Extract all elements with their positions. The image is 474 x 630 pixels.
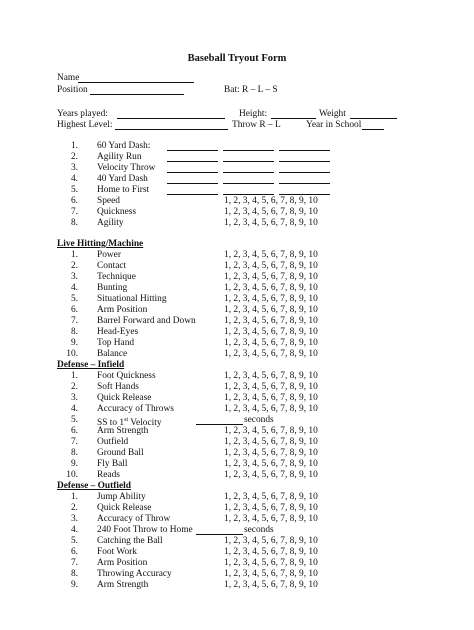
item-label: Power <box>97 250 121 260</box>
item-number: 8. <box>70 218 78 229</box>
height-label: Height: <box>239 109 268 119</box>
item-label: Speed <box>97 196 120 207</box>
name-label: Name <box>57 73 80 83</box>
rating-scale[interactable]: 1, 2, 3, 4, 5, 6, 7, 8, 9, 10 <box>224 382 318 393</box>
item-label-text: SS to 1 <box>97 418 125 429</box>
item-label: Velocity Throw <box>97 163 156 174</box>
score-blank[interactable] <box>279 172 330 173</box>
item-label-text-suffix: Velocity <box>128 418 162 429</box>
rating-scale[interactable]: 1, 2, 3, 4, 5, 6, 7, 8, 9, 10 <box>224 404 318 415</box>
score-blank[interactable] <box>279 150 330 151</box>
highest-level-label: Highest Level: <box>57 120 113 130</box>
item-number: 7. <box>70 558 78 569</box>
rating-scale[interactable]: 1, 2, 3, 4, 5, 6, 7, 8, 9, 10 <box>224 316 318 327</box>
item-label: Quick Release <box>97 503 152 514</box>
item-label: Home to First <box>97 185 150 196</box>
item-label: Quick Release <box>97 393 152 404</box>
item-number: 5. <box>70 185 78 196</box>
item-label: Jump Ability <box>97 492 146 502</box>
years-played-label: Years played: <box>57 109 108 119</box>
height-field[interactable] <box>271 118 316 119</box>
item-label: Agility <box>97 218 124 229</box>
item-number: 9. <box>70 580 78 591</box>
rating-scale[interactable]: 1, 2, 3, 4, 5, 6, 7, 8, 9, 10 <box>224 514 318 525</box>
rating-scale[interactable]: 1, 2, 3, 4, 5, 6, 7, 8, 9, 10 <box>224 327 318 338</box>
item-number: 2. <box>70 261 78 272</box>
score-blank[interactable] <box>167 150 218 151</box>
item-number: 3. <box>70 163 78 174</box>
seconds-label: seconds <box>244 525 274 536</box>
item-number: 9. <box>70 338 78 349</box>
year-in-school-field[interactable] <box>362 129 384 130</box>
item-number: 6. <box>70 426 78 437</box>
item-number: 9. <box>70 459 78 470</box>
item-number: 3. <box>70 514 78 525</box>
score-blank[interactable] <box>279 161 330 162</box>
bat-label: Bat: R – L – S <box>224 85 278 95</box>
outfield-heading: Defense – Outfield <box>57 481 131 491</box>
item-number: 4. <box>70 404 78 415</box>
item-label: Accuracy of Throws <box>97 404 174 415</box>
item-number: 10. <box>66 470 78 481</box>
position-label: Position <box>57 85 88 95</box>
rating-scale[interactable]: 1, 2, 3, 4, 5, 6, 7, 8, 9, 10 <box>224 426 318 437</box>
item-number: 1. <box>70 250 78 260</box>
rating-scale[interactable]: 1, 2, 3, 4, 5, 6, 7, 8, 9, 10 <box>224 250 318 260</box>
score-blank[interactable] <box>167 172 218 173</box>
rating-scale[interactable]: 1, 2, 3, 4, 5, 6, 7, 8, 9, 10 <box>224 536 318 547</box>
form-title: Baseball Tryout Form <box>187 53 287 64</box>
rating-scale[interactable]: 1, 2, 3, 4, 5, 6, 7, 8, 9, 10 <box>224 294 318 305</box>
item-label: 60 Yard Dash: <box>97 141 151 151</box>
item-label: 240 Foot Throw to Home <box>97 525 193 536</box>
item-label: Throwing Accuracy <box>97 569 172 580</box>
item-number: 6. <box>70 547 78 558</box>
rating-scale[interactable]: 1, 2, 3, 4, 5, 6, 7, 8, 9, 10 <box>224 207 318 218</box>
score-blank[interactable] <box>223 194 274 195</box>
item-label: Outfield <box>97 437 129 448</box>
item-number: 3. <box>70 393 78 404</box>
item-number: 1. <box>70 141 78 151</box>
item-number: 6. <box>70 196 78 207</box>
rating-scale[interactable]: 1, 2, 3, 4, 5, 6, 7, 8, 9, 10 <box>224 492 318 502</box>
item-number: 2. <box>70 503 78 514</box>
item-label-superscript: st <box>124 417 129 424</box>
item-label: Arm Strength <box>97 426 149 437</box>
item-label: Arm Position <box>97 305 148 316</box>
infield-heading: Defense – Infield <box>57 360 125 370</box>
item-label: Barrel Forward and Down <box>97 316 196 327</box>
years-played-field[interactable] <box>117 118 225 119</box>
rating-scale[interactable]: 1, 2, 3, 4, 5, 6, 7, 8, 9, 10 <box>224 218 318 229</box>
item-number: 7. <box>70 316 78 327</box>
position-field[interactable] <box>90 94 184 95</box>
rating-scale[interactable]: 1, 2, 3, 4, 5, 6, 7, 8, 9, 10 <box>224 196 318 207</box>
rating-scale[interactable]: 1, 2, 3, 4, 5, 6, 7, 8, 9, 10 <box>224 569 318 580</box>
score-blank[interactable] <box>167 183 218 184</box>
item-label: Soft Hands <box>97 382 139 393</box>
rating-scale[interactable]: 1, 2, 3, 4, 5, 6, 7, 8, 9, 10 <box>224 547 318 558</box>
score-blank[interactable] <box>167 161 218 162</box>
seconds-label: seconds <box>244 415 274 426</box>
rating-scale[interactable]: 1, 2, 3, 4, 5, 6, 7, 8, 9, 10 <box>224 459 318 470</box>
score-blank[interactable] <box>223 150 274 151</box>
score-blank[interactable] <box>279 183 330 184</box>
item-label: Arm Position <box>97 558 148 569</box>
rating-scale[interactable]: 1, 2, 3, 4, 5, 6, 7, 8, 9, 10 <box>224 349 318 360</box>
item-label: Bunting <box>97 283 128 294</box>
item-label: Balance <box>97 349 128 360</box>
score-blank[interactable] <box>279 194 330 195</box>
item-label: Technique <box>97 272 136 283</box>
rating-scale[interactable]: 1, 2, 3, 4, 5, 6, 7, 8, 9, 10 <box>224 558 318 569</box>
rating-scale[interactable]: 1, 2, 3, 4, 5, 6, 7, 8, 9, 10 <box>224 580 318 591</box>
item-number: 4. <box>70 174 78 185</box>
item-label: Catching the Ball <box>97 536 163 547</box>
item-number: 8. <box>70 569 78 580</box>
item-number: 5. <box>70 536 78 547</box>
item-number: 2. <box>70 152 78 163</box>
item-label: Top Hand <box>97 338 135 349</box>
rating-scale[interactable]: 1, 2, 3, 4, 5, 6, 7, 8, 9, 10 <box>224 261 318 272</box>
seconds-blank[interactable] <box>196 534 243 535</box>
item-number: 4. <box>70 525 78 536</box>
item-number: 5. <box>70 294 78 305</box>
item-number: 1. <box>70 371 78 381</box>
item-label: Quickness <box>97 207 137 218</box>
item-label: Agility Run <box>97 152 142 163</box>
throw-label: Throw R – L <box>232 120 281 130</box>
name-field[interactable] <box>78 82 194 83</box>
rating-scale[interactable]: 1, 2, 3, 4, 5, 6, 7, 8, 9, 10 <box>224 338 318 349</box>
rating-scale[interactable]: 1, 2, 3, 4, 5, 6, 7, 8, 9, 10 <box>224 272 318 283</box>
hitting-heading: Live Hitting/Machine <box>57 239 144 249</box>
rating-scale[interactable]: 1, 2, 3, 4, 5, 6, 7, 8, 9, 10 <box>224 448 318 459</box>
item-label: Situational Hitting <box>97 294 167 305</box>
item-label: Ground Ball <box>97 448 144 459</box>
item-number: 1. <box>70 492 78 502</box>
item-label: Foot Work <box>97 547 137 558</box>
seconds-blank[interactable] <box>196 424 243 425</box>
rating-scale[interactable]: 1, 2, 3, 4, 5, 6, 7, 8, 9, 10 <box>224 283 318 294</box>
rating-scale[interactable]: 1, 2, 3, 4, 5, 6, 7, 8, 9, 10 <box>224 470 318 481</box>
weight-field[interactable] <box>350 118 397 119</box>
score-blank[interactable] <box>223 183 274 184</box>
rating-scale[interactable]: 1, 2, 3, 4, 5, 6, 7, 8, 9, 10 <box>224 503 318 514</box>
item-label: Head-Eyes <box>97 327 139 338</box>
item-number: 8. <box>70 327 78 338</box>
item-label: Contact <box>97 261 127 272</box>
item-label: Fly Ball <box>97 459 128 470</box>
item-number: 7. <box>70 207 78 218</box>
year-in-school-label: Year in School <box>306 120 362 130</box>
item-label: Foot Quickness <box>97 371 156 381</box>
item-label: Accuracy of Throw <box>97 514 171 525</box>
item-number: 2. <box>70 382 78 393</box>
item-number: 7. <box>70 437 78 448</box>
weight-label: Weight <box>319 109 346 119</box>
item-label: Arm Strength <box>97 580 149 591</box>
rating-scale[interactable]: 1, 2, 3, 4, 5, 6, 7, 8, 9, 10 <box>224 371 318 381</box>
highest-level-field[interactable] <box>115 129 228 130</box>
score-blank[interactable] <box>167 194 218 195</box>
rating-scale[interactable]: 1, 2, 3, 4, 5, 6, 7, 8, 9, 10 <box>224 393 318 404</box>
item-number: 4. <box>70 283 78 294</box>
rating-scale[interactable]: 1, 2, 3, 4, 5, 6, 7, 8, 9, 10 <box>224 437 318 448</box>
item-number: 8. <box>70 448 78 459</box>
item-number: 6. <box>70 305 78 316</box>
score-blank[interactable] <box>223 161 274 162</box>
rating-scale[interactable]: 1, 2, 3, 4, 5, 6, 7, 8, 9, 10 <box>224 305 318 316</box>
item-number: 3. <box>70 272 78 283</box>
score-blank[interactable] <box>223 172 274 173</box>
item-number: 10. <box>66 349 78 360</box>
item-label: Reads <box>97 470 120 481</box>
item-label: 40 Yard Dash <box>97 174 148 185</box>
item-number: 5. <box>70 415 78 426</box>
